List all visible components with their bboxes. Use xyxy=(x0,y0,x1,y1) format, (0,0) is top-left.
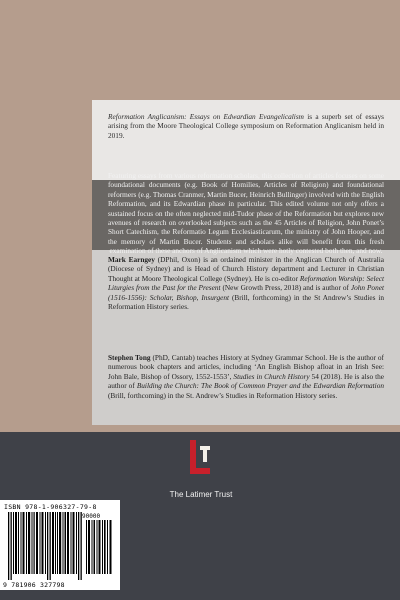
publisher-name: The Latimer Trust xyxy=(169,490,233,499)
intro-paragraph xyxy=(108,112,384,140)
author-name: Mark Earngey xyxy=(108,255,155,264)
description-paragraph: Featuring essays from various reformation scholars, this collection of articles focuses on some foundational documents (e.g. Book of Homilies, Articles of Religion) and foundational reformers (e.g. Thomas Cranmer, Martin Bucer, Heinrich Bullinger) involved with the English Reformation, and its Edwardian phase in particular. This edited volume not only offers a sustained focus on the often neglected mid-Tudor phase of the Reformation but explores new avenues of research on overlooked subjects such as the 45 Articles of Religion, John Ponet’s Short Catechism, the Reformatio Legum Ecclesiasticarum, the ministry of John Hooper, and the memory of Martin Bucer. Students and scholars alike will benefit from this fresh examination of these anchors of Anglicanism which were hotly contested both then, and now. xyxy=(108,171,384,256)
book-title: Reformation Anglicanism: Essays on Edwardian Evangelicalism xyxy=(108,112,304,121)
author-bio-earngey: Mark Earngey (DPhil, Oxon) is an ordained minister in the Anglican Church of Australia (Diocese of Sydney) and is Head of Church History department and Lecturer in Christian Thought at Moore Theological College (Sydney). He is co-editor Reformation Worship: Select Liturgies from the Past for the Present (New Growth Press, 2018) and is author of John Ponet (1516-1556): Scholar, Bishop, Insurgent (Brill, forthcoming) in the St Andrew’s Studies in Reformation History series. xyxy=(108,255,385,312)
isbn-text: ISBN 978-1-906327-79-8 xyxy=(4,503,97,511)
barcode-digits: 9 781906 327798 xyxy=(3,581,65,589)
intro-text: is a superb set of essays arising from the Moore Theological College symposium on Reformation Anglicanism held in 2019. xyxy=(108,112,384,140)
price-code: 90000 xyxy=(82,513,101,520)
latimer-trust-logo-icon xyxy=(190,440,210,482)
author-name: Stephen Tong xyxy=(108,353,151,362)
isbn-barcode xyxy=(0,500,120,590)
author-bio-tong: Stephen Tong (PhD, Cantab) teaches History at Sydney Grammar School. He is the author of numerous book chapters and articles, including ‘An English Bishop afloat in an Irish See: John Bale, Bishop of Ossory, 1552-1553’, Studies in Church History 54 (2018). He is also the author of Building the Church: The Book of Common Prayer and the Edwardian Reformation (Brill, forthcoming) in the St. Andrew’s Studies in Reformation History series. xyxy=(108,353,385,400)
barcode-bars-icon xyxy=(0,500,120,590)
